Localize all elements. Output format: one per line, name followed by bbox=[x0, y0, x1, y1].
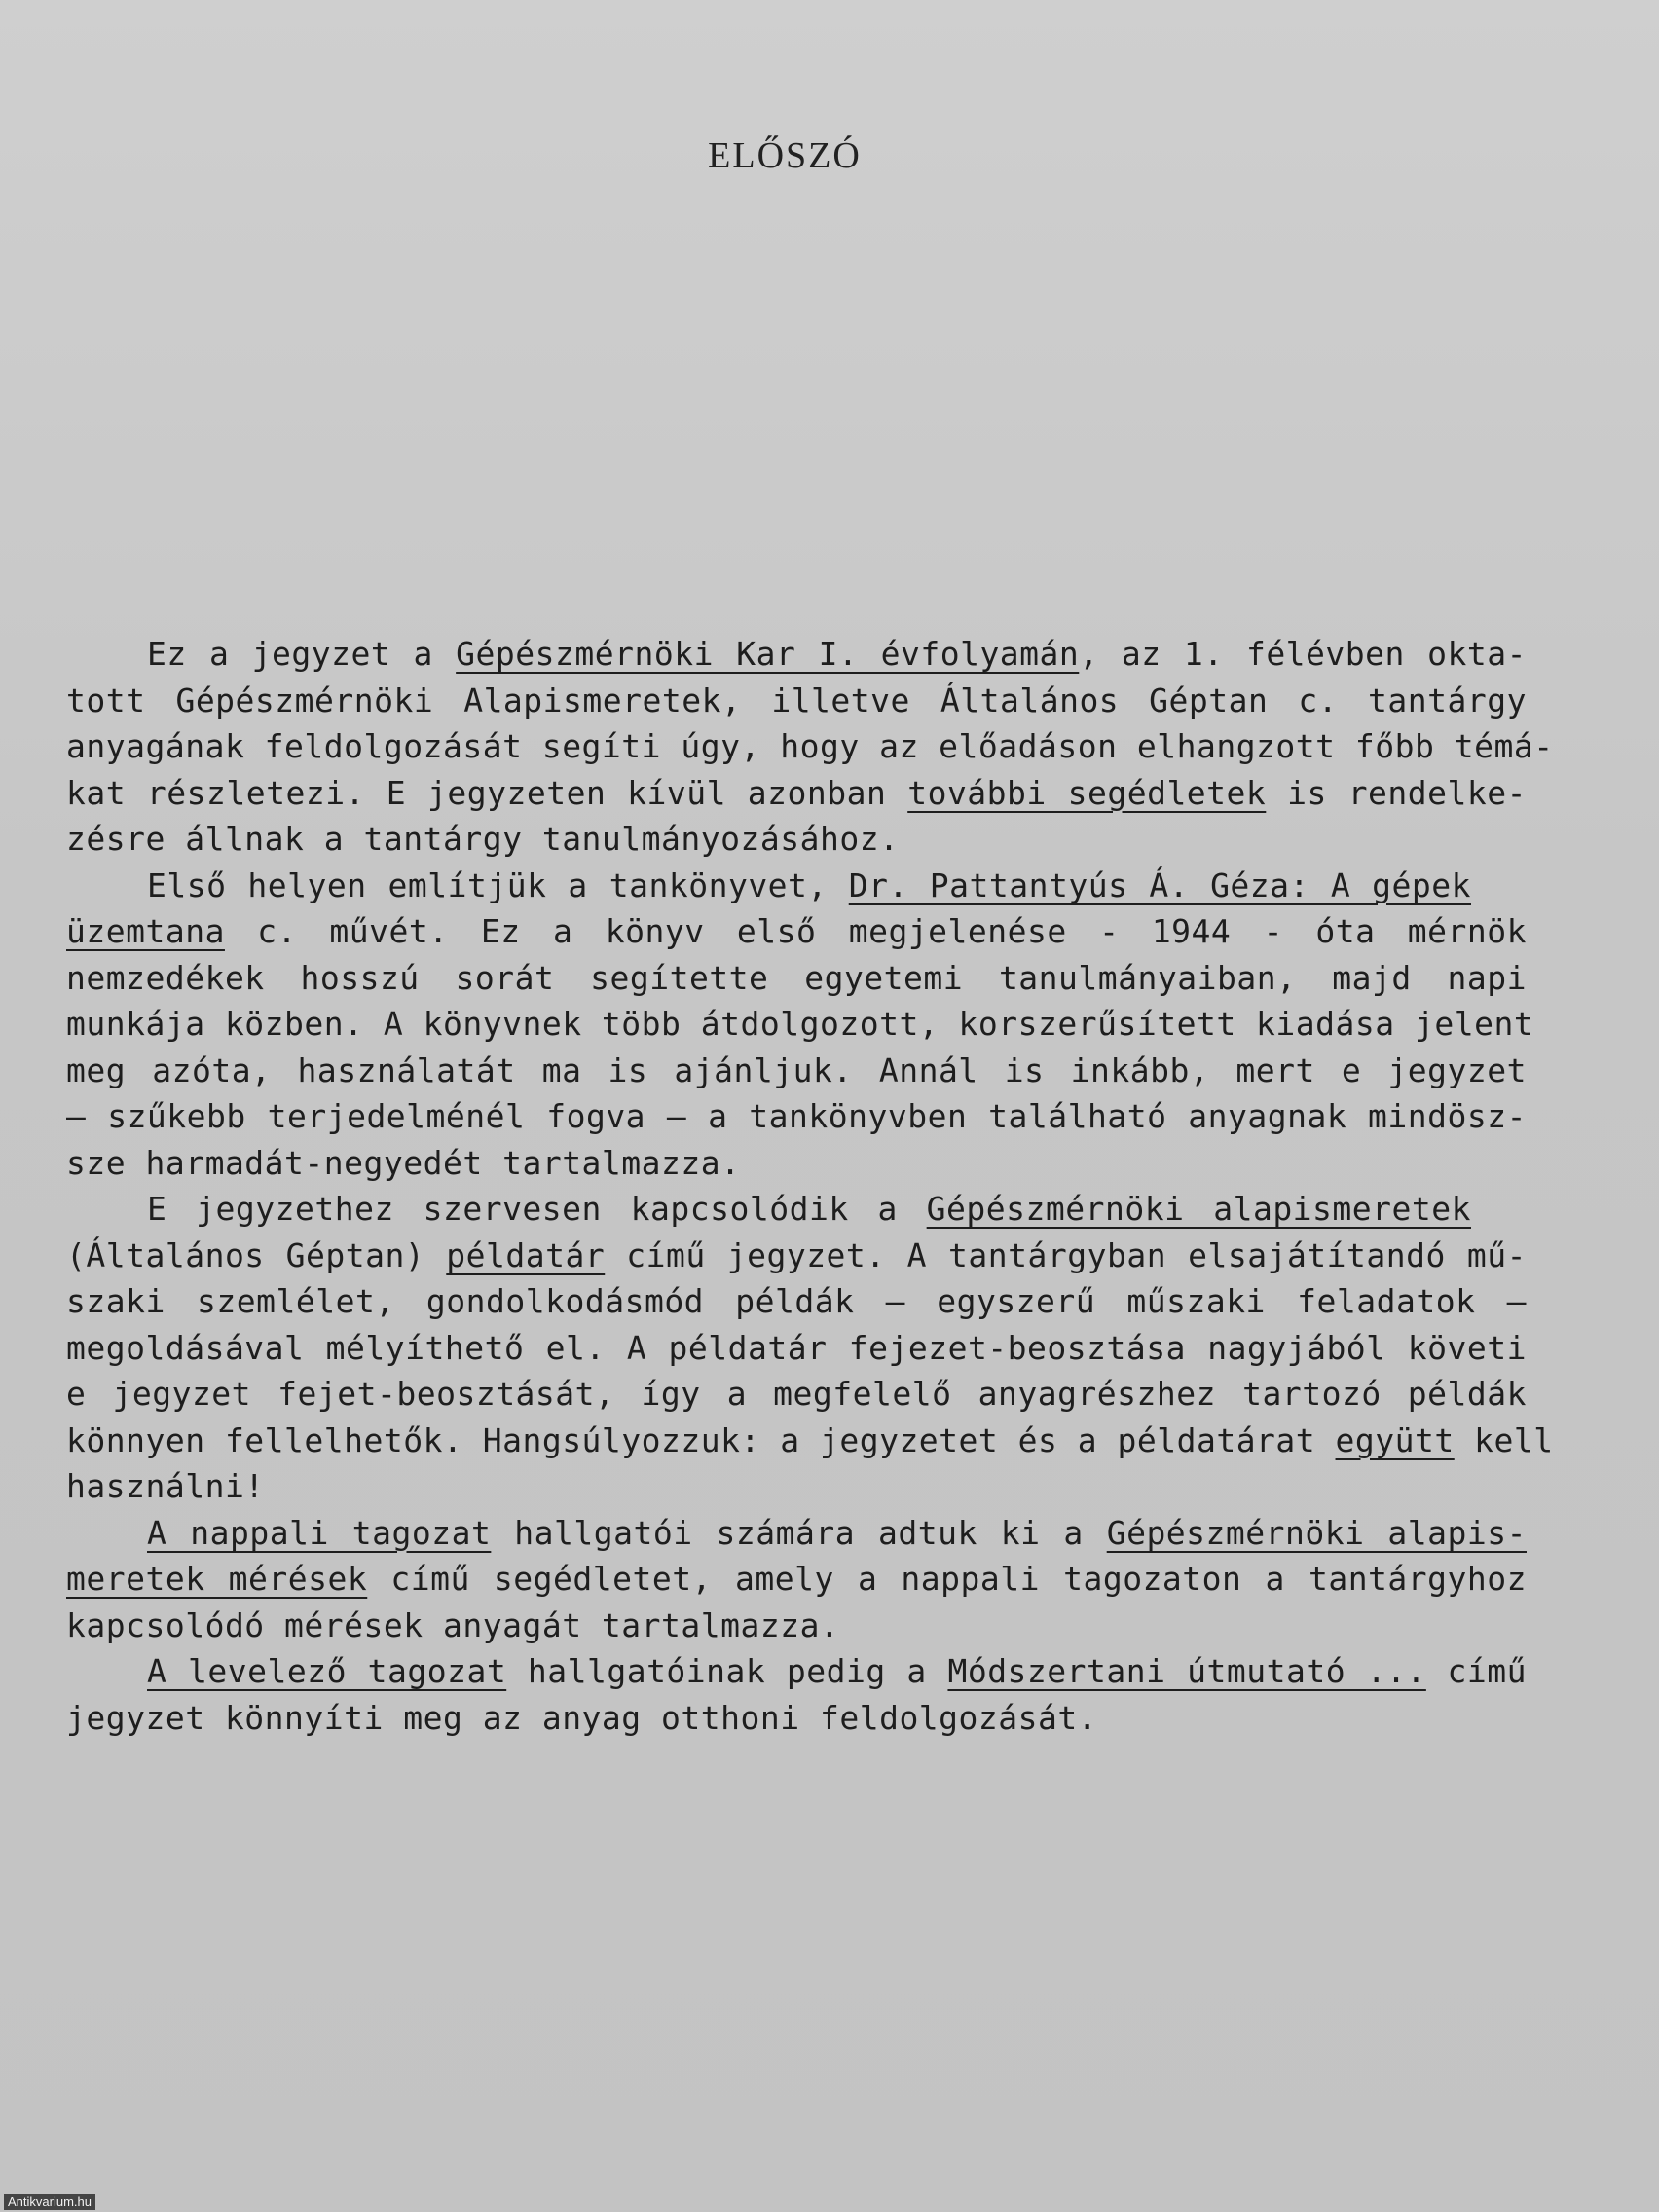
text-line bbox=[66, 1093, 1527, 1140]
text-run: című jegyzet. A tantárgyban elsajátítandó mű- bbox=[605, 1235, 1527, 1274]
text-run: megoldásával mélyíthető el. A példatár fejezet-beosztása nagyjából követi bbox=[66, 1328, 1527, 1367]
text-line bbox=[66, 1048, 1527, 1094]
underlined-text: A nappali tagozat bbox=[147, 1513, 492, 1552]
underlined-text: meretek mérések bbox=[66, 1560, 368, 1598]
text-run: nemzedékek hosszú sorát segítette egyetemi tanulmányaiban, majd napi bbox=[66, 958, 1527, 997]
underlined-text: Gépészmérnöki alapismeretek bbox=[926, 1190, 1471, 1228]
page-title: ELŐSZÓ bbox=[708, 135, 862, 176]
text-run: sze harmadát-negyedét tartalmazza. bbox=[66, 1143, 741, 1182]
text-run: jegyzet könnyíti meg az anyag otthoni feldolgozását. bbox=[66, 1698, 1098, 1737]
underlined-text: A levelező tagozat bbox=[147, 1652, 507, 1690]
text-run: (Általános Géptan) bbox=[66, 1235, 447, 1274]
preface-body bbox=[66, 631, 1554, 1741]
text-run: zésre állnak a tantárgy tanulmányozásához. bbox=[66, 820, 900, 858]
text-line bbox=[66, 1140, 1527, 1187]
text-line bbox=[66, 1556, 1527, 1603]
text-line bbox=[66, 1325, 1527, 1372]
text-run: használni! bbox=[66, 1467, 265, 1505]
text-line bbox=[66, 1463, 1527, 1510]
text-run: tott Gépészmérnöki Alapismeretek, illetve Általános Géptan c. tantárgy bbox=[66, 681, 1527, 719]
text-run: könnyen fellelhetők. Hangsúlyozzuk: a jegyzetet és a példatárat bbox=[66, 1420, 1336, 1459]
text-line bbox=[66, 1418, 1554, 1464]
text-run: is rendelke- bbox=[1266, 773, 1527, 812]
text-run: kat részletezi. E jegyzeten kívül azonban bbox=[66, 773, 908, 812]
text-line bbox=[66, 863, 1471, 909]
text-run: kell bbox=[1454, 1420, 1554, 1459]
text-run: szaki szemlélet, gondolkodásmód példák – egyszerű műszaki feladatok – bbox=[66, 1282, 1527, 1320]
text-run: E jegyzethez szervesen kapcsolódik a bbox=[147, 1190, 927, 1228]
text-line bbox=[66, 1648, 1527, 1695]
text-run: munkája közben. A könyvnek több átdolgozott, korszerűsített kiadása jelent bbox=[66, 1005, 1534, 1043]
underlined-text: további segédletek bbox=[907, 773, 1267, 812]
text-line bbox=[66, 816, 1527, 863]
text-line bbox=[66, 955, 1527, 1002]
text-run: hallgatóinak pedig a bbox=[506, 1652, 948, 1690]
text-run: , az 1. félévben okta- bbox=[1079, 635, 1528, 673]
text-line bbox=[66, 1371, 1527, 1418]
text-line bbox=[66, 1510, 1527, 1557]
text-run: Ez a jegyzet a bbox=[147, 635, 457, 673]
text-run: című segédletet, amely a nappali tagozaton a tantárgyhoz bbox=[367, 1560, 1527, 1598]
text-line bbox=[66, 908, 1527, 955]
text-line bbox=[66, 723, 1554, 770]
underlined-text: Dr. Pattantyús Á. Géza: A gépek bbox=[848, 866, 1471, 904]
watermark-label: Antikvarium.hu bbox=[4, 2194, 95, 2210]
text-line bbox=[66, 1233, 1527, 1279]
underlined-text: Módszertani útmutató ... bbox=[947, 1652, 1426, 1690]
text-run: – szűkebb terjedelménél fogva – a tankönyvben található anyagnak mindösz- bbox=[66, 1097, 1527, 1135]
text-line bbox=[66, 1186, 1471, 1233]
underlined-text: Gépészmérnöki alapis- bbox=[1106, 1513, 1527, 1552]
text-run: kapcsolódó mérések anyagát tartalmazza. bbox=[66, 1605, 840, 1644]
underlined-text: együtt bbox=[1335, 1420, 1455, 1459]
text-run: meg azóta, használatát ma is ajánljuk. Annál is inkább, mert e jegyzet bbox=[66, 1051, 1527, 1089]
text-line bbox=[66, 1001, 1534, 1048]
text-run: anyagának feldolgozását segíti úgy, hogy az előadáson elhangzott főbb témá- bbox=[66, 727, 1554, 765]
underlined-text: példatár bbox=[446, 1235, 606, 1274]
text-run: hallgatói számára adtuk ki a bbox=[491, 1513, 1107, 1552]
text-line bbox=[66, 631, 1527, 678]
text-run: Első helyen említjük a tankönyvet, bbox=[147, 866, 849, 904]
text-line bbox=[66, 770, 1527, 817]
text-line bbox=[66, 1695, 1527, 1742]
text-run: c. művét. Ez a könyv első megjelenése - 1944 - óta mérnök bbox=[224, 912, 1527, 950]
underlined-text: üzemtana bbox=[66, 912, 225, 950]
text-line bbox=[66, 678, 1527, 724]
text-run: című bbox=[1425, 1652, 1527, 1690]
underlined-text: Gépészmérnöki Kar I. évfolyamán bbox=[456, 635, 1080, 673]
text-line bbox=[66, 1603, 1527, 1649]
text-run: e jegyzet fejet-beosztását, így a megfelelő anyagrészhez tartozó példák bbox=[66, 1375, 1527, 1413]
text-line bbox=[66, 1278, 1527, 1325]
